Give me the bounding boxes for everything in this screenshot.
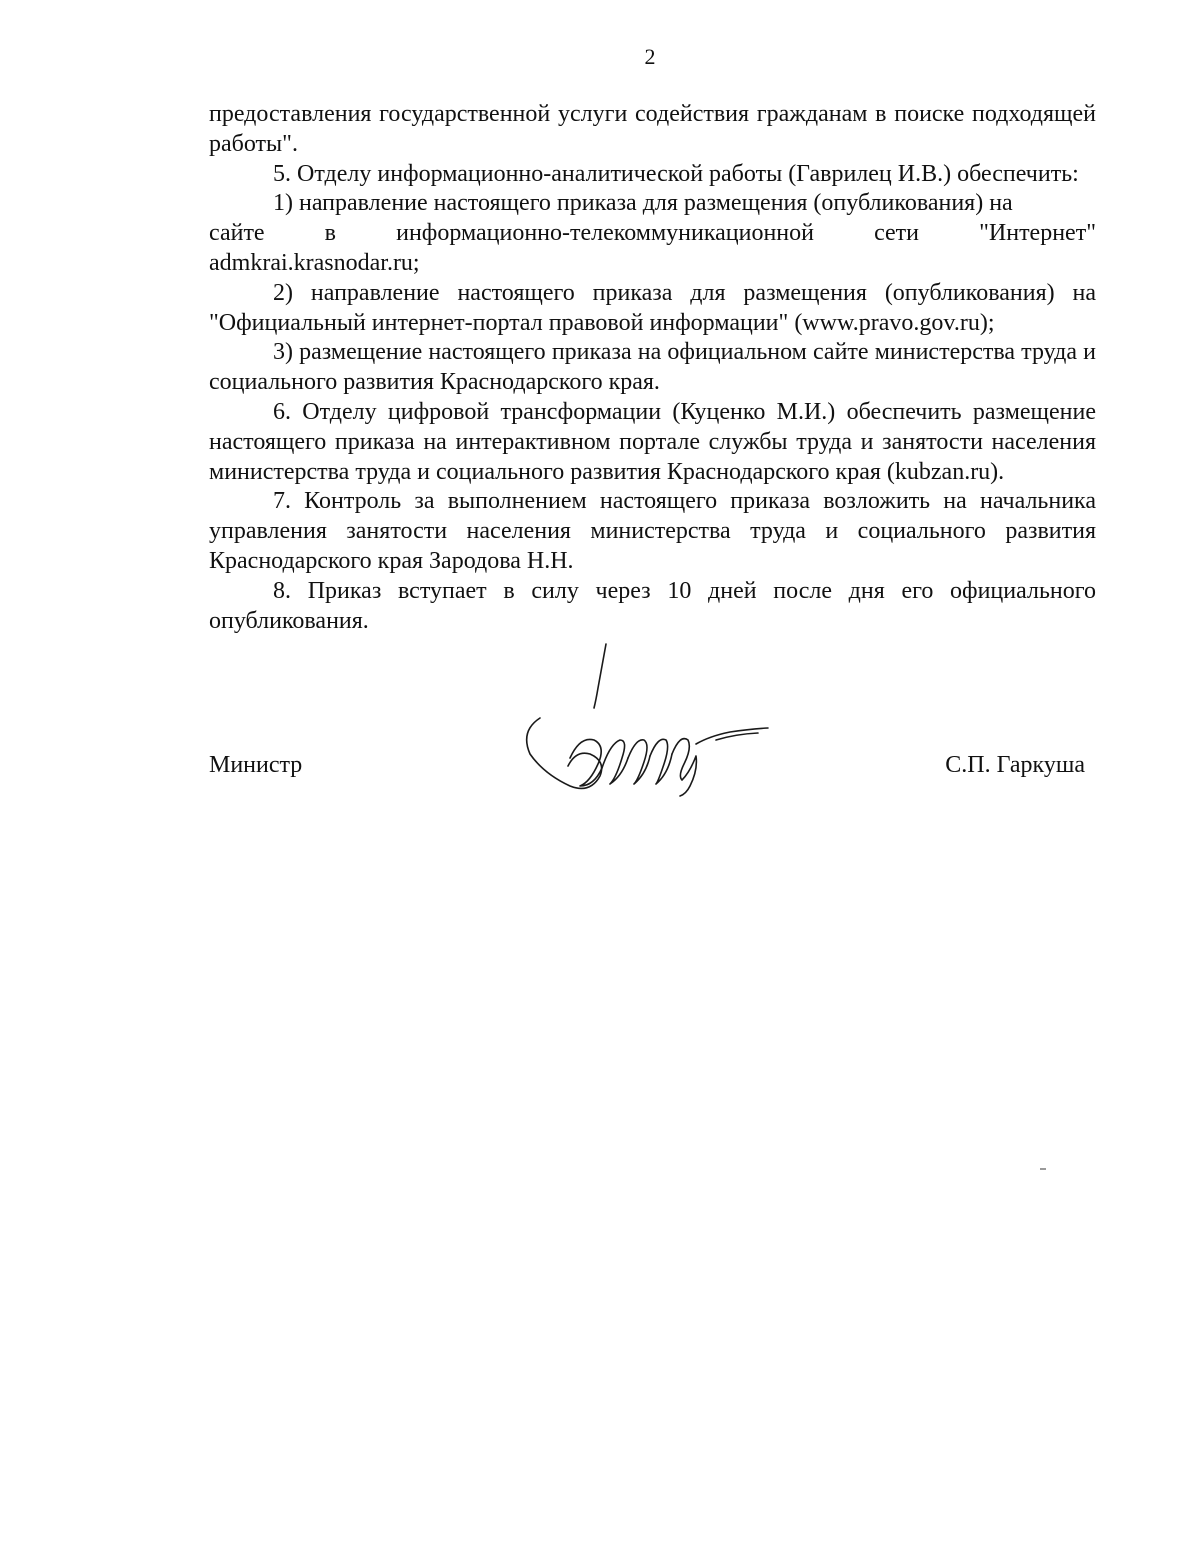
scan-artifact <box>1040 1168 1046 1170</box>
paragraph-5-item-3: 3) размещение настоящего приказа на официальном сайте министерства труда и социального развития Краснодарского края. <box>209 339 1096 396</box>
signer-title: Министр <box>209 752 303 778</box>
document-body <box>209 100 1096 636</box>
paragraph-6: 6. Отделу цифровой трансформации (Куценко М.И.) обеспечить размещение настоящего приказа на интерактивном портале службы труда и занятости населения министерства труда и социального развития Краснодарского края (kubzan.ru). <box>209 398 1096 485</box>
signature-row <box>209 752 1085 786</box>
word: "Интернет" <box>979 220 1096 247</box>
word: в <box>324 220 337 247</box>
paragraph-5-item-2: 2) направление настоящего приказа для размещения (опубликования) на "Официальный интернет-портал правовой информации" (www.pravo.gov.ru); <box>209 279 1096 336</box>
paragraph-continuation: предоставления государственной услуги содействия гражданам в поиске подходящей работы". <box>209 101 1096 157</box>
paragraph-5-item-1-line-1: 1) направление настоящего приказа для размещения (опубликования) на <box>273 190 1013 217</box>
page-number: 2 <box>644 44 656 69</box>
word: информационно-телекоммуникационной <box>396 220 814 247</box>
paragraph-8: 8. Приказ вступает в силу через 10 дней после дня его официального опубликования. <box>209 577 1096 634</box>
paragraph-5-item-1-line-3: admkrai.krasnodar.ru; <box>209 249 420 276</box>
paragraph-5-item-1-line-2 <box>209 219 1096 249</box>
signer-name: С.П. Гаркуша <box>945 752 1085 778</box>
paragraph-7: 7. Контроль за выполнением настоящего приказа возложить на начальника управления занятости населения министерства труда и социального развития Краснодарского края Зародова Н.Н. <box>209 488 1096 574</box>
paragraph-5: 5. Отделу информационно-аналитической работы (Гаврилец И.В.) обеспечить: <box>273 160 1079 187</box>
word: сети <box>874 220 920 247</box>
word: сайте <box>209 220 265 247</box>
